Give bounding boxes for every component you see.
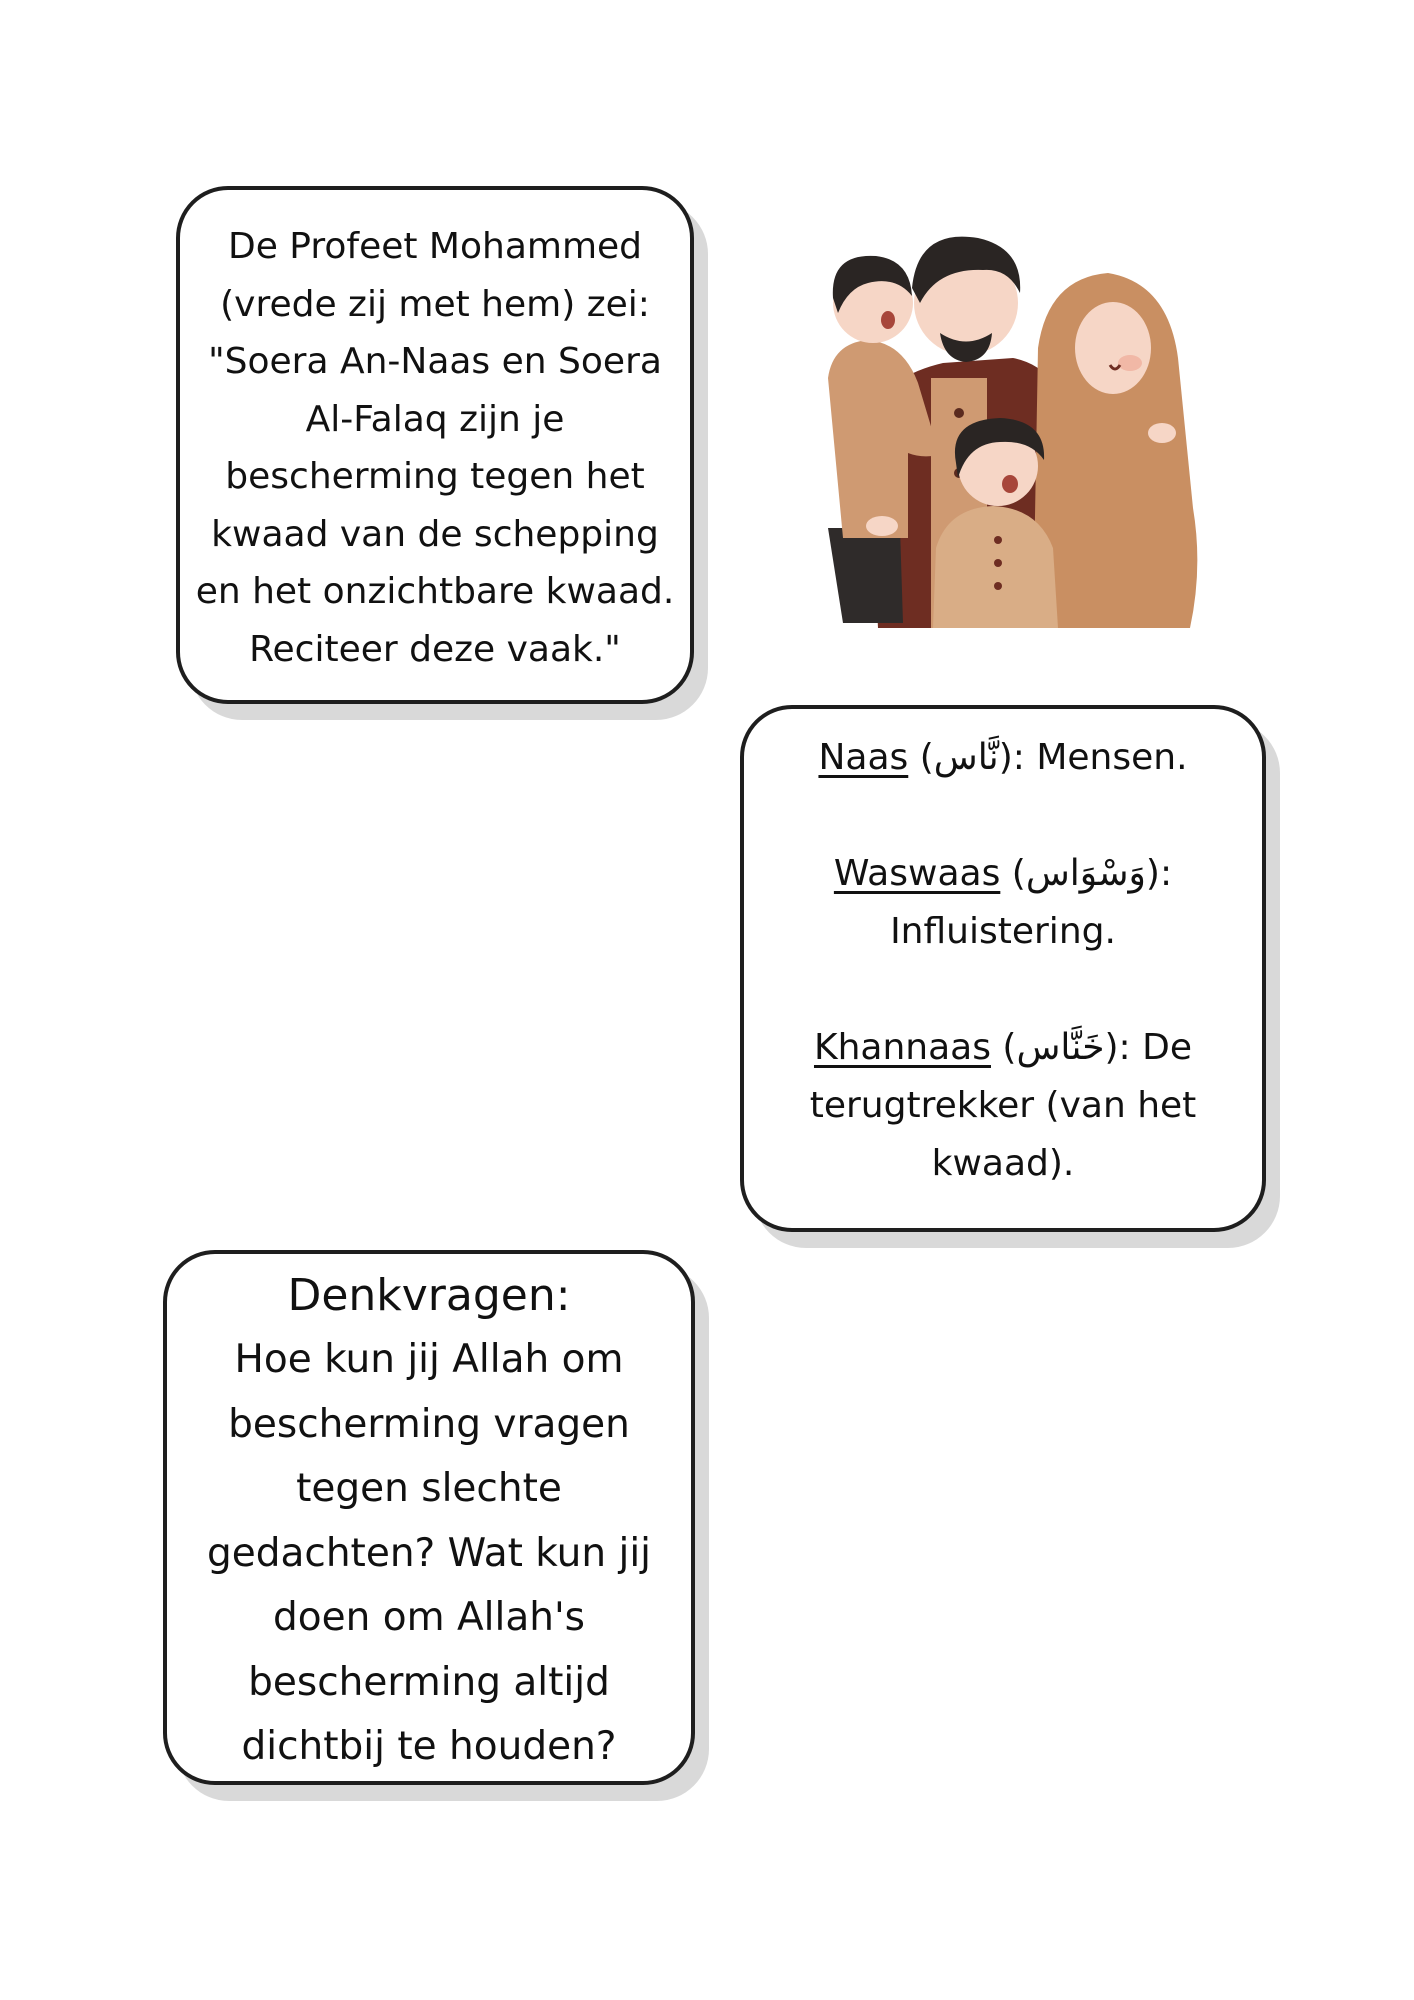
vocab-meaning: Mensen. (1036, 737, 1188, 778)
question-line: Hoe kun jij Allah om (234, 1337, 624, 1382)
family-illustration-icon (808, 228, 1208, 628)
hadith-line: "Soera An-Naas en Soera (208, 341, 662, 382)
question-line: gedachten? Wat kun jij (206, 1530, 652, 1576)
hadith-line: en het onzichtbare kwaad. (195, 571, 675, 612)
hadith-line: bescherming tegen het (225, 456, 645, 497)
vocab-entry-khannaas: Khannaas (خَنَّاس): De terugtrekker (van het kwaad). (809, 1027, 1197, 1184)
hadith-line: De Profeet Mohammed (227, 226, 643, 267)
vocab-arabic: نَّاس (933, 737, 999, 778)
vocab-meaning: Influistering. (890, 911, 1116, 952)
vocab-term: Waswaas (833, 853, 1001, 894)
question-line: dichtbij te houden? (241, 1724, 617, 1769)
questions-card (163, 1250, 695, 1785)
questions-title: Denkvragen: (287, 1270, 571, 1321)
vocab-meaning: De (1142, 1027, 1193, 1068)
question-line: tegen slechte (296, 1466, 562, 1511)
vocabulary-card (740, 705, 1266, 1232)
vocab-term: Khannaas (813, 1027, 991, 1068)
vocab-term: Naas (818, 737, 909, 778)
vocab-meaning: kwaad). (931, 1143, 1075, 1184)
vocab-arabic: خَنَّاس (1016, 1027, 1105, 1068)
hadith-line: Reciteer deze vaak." (249, 628, 621, 670)
question-line: bescherming vragen (228, 1401, 630, 1447)
vocab-entry-waswaas: Waswaas (وَسْوَاس): Influistering. (833, 853, 1173, 952)
question-line: doen om Allah's (273, 1595, 585, 1640)
hadith-line: (vrede zij met hem) zei: (220, 283, 650, 325)
vocab-arabic: وَسْوَاس (1025, 853, 1146, 894)
hadith-line: kwaad van de schepping (211, 513, 659, 555)
vocab-meaning: terugtrekker (van het (809, 1085, 1197, 1126)
hadith-line: Al-Falaq zijn je (305, 398, 565, 440)
hadith-card (176, 186, 694, 704)
vocab-entry-naas: Naas (نَّاس): Mensen. (818, 737, 1188, 778)
question-line: bescherming altijd (248, 1659, 610, 1705)
